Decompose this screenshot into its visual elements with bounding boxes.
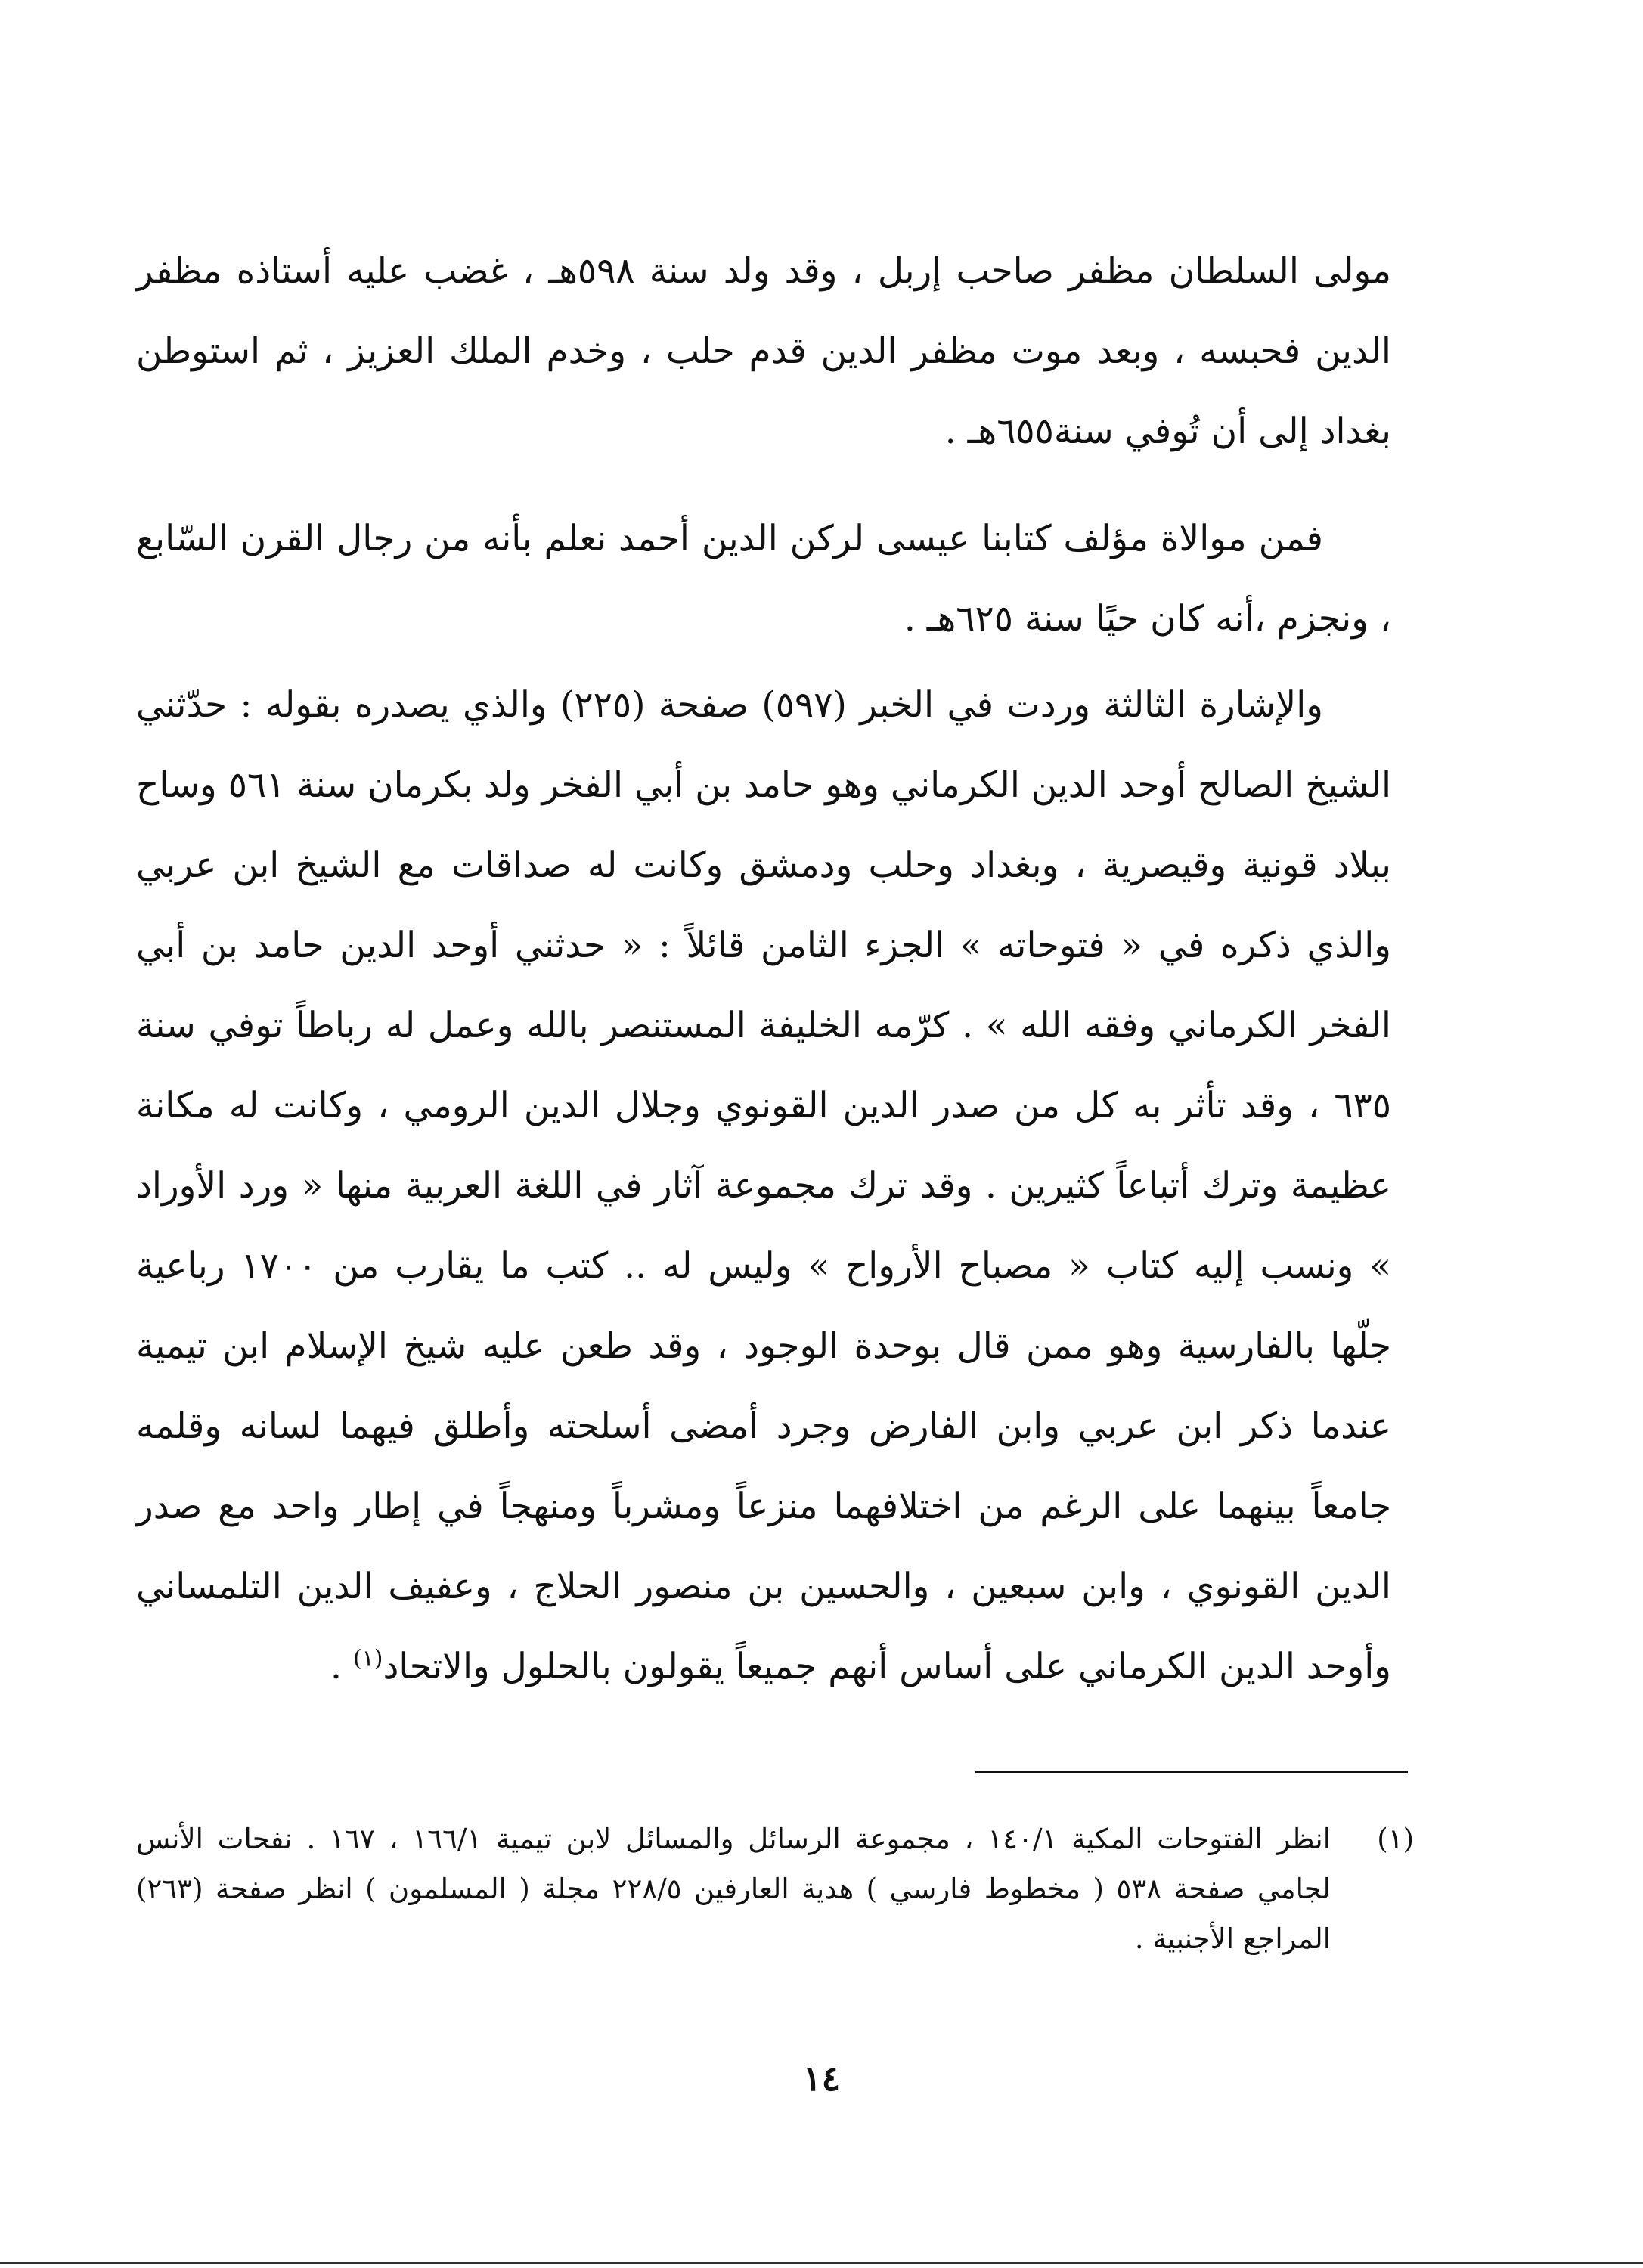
footnote-1 [136, 1814, 1414, 1964]
footnote-separator [975, 1771, 1408, 1773]
paragraph-1 [136, 231, 1391, 472]
page-number: ١٤ [802, 2058, 841, 2099]
footnote-text: انظر الفتوحات المكية ١٤٠/١ ، مجموعة الرسائل والمسائل لابن تيمية ١٦٦/١ ، ١٦٧ . نفحات الأنس لجامي صفحة ٥٣٨ ( مخطوط فارسي ) هدية العارفين ٢٢٨/٥ مجلة ( المسلمون ) انظر صفحة (٢٦٣) المراجع الأجنبية . [136, 1823, 1331, 1955]
footnote-marker: (١) [1377, 1823, 1414, 1855]
footnotes [136, 1814, 1414, 1964]
scan-edge-line [0, 2262, 1643, 2264]
footnote-reference: (١) [352, 1645, 383, 1672]
paragraph-3-text: والإشارة الثالثة وردت في الخبر (٥٩٧) صفحة (٢٢٥) والذي يصدره بقوله : حدّثني الشيخ الصالح أوحد الدين الكرماني وهو حامد بن أبي الفخر ولد بكرمان سنة ٥٦١ وساح ببلاد قونية وقيصرية ، وبغداد وحلب ودمشق وكانت له صداقات مع الشيخ ابن عربي والذي ذكره في « فتوحاته » الجزء الثامن قائلاً : « حدثني أوحد الدين حامد بن أبي الفخر الكرماني وفقه الله » . كرّمه الخليفة المستنصر بالله وعمل له رباطاً توفي سنة ٦٣٥ ، وقد تأثر به كل من صدر الدين القونوي وجلال الدين الرومي ، وكانت له مكانة عظيمة وترك أتباعاً كثيرين . وقد ترك مجموعة آثار في اللغة العربية منها « ورد الأوراد » ونسب إليه كتاب « مصباح الأرواح » وليس له .. كتب ما يقارب من ١٧٠٠ رباعية جلّها بالفارسية وهو ممن قال بوحدة الوجود ، وقد طعن عليه شيخ الإسلام ابن تيمية عندما ذكر ابن عربي وابن الفارض وجرد أمضى أسلحته وأطلق فيهما لسانه وقلمه جامعاً بينهما على الرغم من اختلافهما منزعاً ومشرباً ومنهجاً في إطار واحد مع صدر الدين القونوي ، وابن سبعين ، والحسين بن منصور الحلاج ، وعفيف الدين التلمساني وأوحد الدين الكرماني على أساس أنهم جميعاً يقولون بالحلول والاتحاد [136, 684, 1391, 1687]
paragraph-2 [136, 499, 1391, 659]
paragraph-3 [136, 665, 1391, 1707]
paragraph-1-text: مولى السلطان مظفر صاحب إربل ، وقد ولد سنة ٥٩٨هـ ، غضب عليه أستاذه مظفر الدين فحبسه ، وبعد موت مظفر الدين قدم حلب ، وخدم الملك العزيز ، ثم استوطن بغداد إلى أن تُوفي سنة٦٥٥هـ . [136, 250, 1391, 452]
paragraph-3-end: . [330, 1646, 353, 1687]
paragraph-2-text: فمن موالاة مؤلف كتابنا عيسى لركن الدين أحمد نعلم بأنه من رجال القرن السّابع ، ونجزم ،أنه كان حيًا سنة ٦٢٥هـ . [136, 518, 1391, 640]
